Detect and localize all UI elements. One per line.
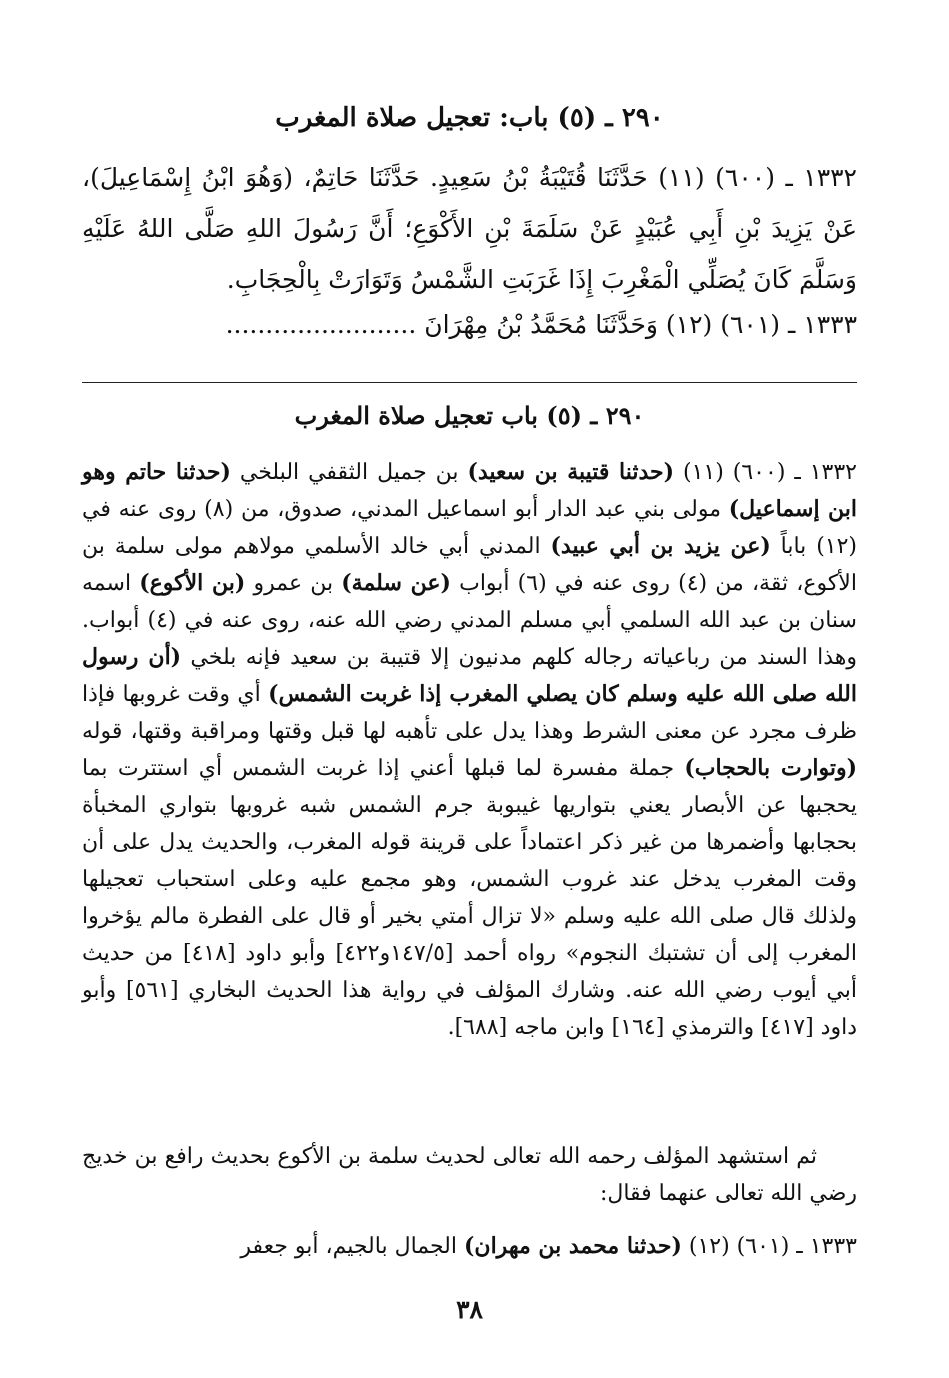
commentary-text: ١٣٣٣ ـ (٦٠١) (١٢) — [681, 1234, 857, 1259]
commentary-text: اسمه سنان بن عبد الله السلمي أبي مسلم المدني رضي الله عنه، روى عنه في (٤) أبواب. وهذا السند من رباعياته رجاله كلهم مدنيون إلا قتيبة بن سعيد فإنه بلخي — [82, 571, 857, 670]
hadith-1333-text — [82, 305, 857, 345]
commentary-quote: (حدثنا حاتم وهو ابن إسماعيل) — [82, 459, 857, 522]
commentary-quote: (وتوارت بالحجاب) — [684, 755, 858, 781]
commentary-text: أي وقت غروبها فإذا ظرف مجرد عن معنى الشرط وهذا يدل على تأهبه لها قبل وقتها ومراقبة وقتها، قوله — [82, 682, 857, 744]
commentary-quote: (عن سلمة) — [341, 570, 451, 596]
hadith-1332-text: ١٣٣٢ ـ (٦٠٠) (١١) حَدَّثَنَا قُتَيْبَةُ بْنُ سَعِيدٍ. حَدَّثَنَا حَاتِمٌ، (وَهُوَ ابْنُ إِسْمَاعِيلَ)، عَنْ يَزِيدَ بْنِ أَبِي عُبَيْدٍ عَنْ سَلَمَةَ بْنِ الأَكْوَعِ؛ أَنَّ رَسُولَ اللهِ صَلَّى اللهُ عَلَيْهِ وَسَلَّمَ كَانَ يُصَلِّي الْمَغْرِبَ إِذَا غَرَبَتِ الشَّمْسُ وَتَوَارَتْ بِالْحِجَابِ. — [82, 163, 857, 294]
commentary-quote: (حدثنا محمد بن مهران) — [464, 1233, 682, 1259]
commentary-text: الجمال بالجيم، أبو جعفر — [240, 1234, 464, 1259]
page-number: ٣٨ — [456, 1295, 483, 1324]
commentary-paragraph-2: ثم استشهد المؤلف رحمه الله تعالى لحديث سلمة بن الأكوع بحديث رافع بن خديج رضي الله تعالى عنهما فقال: — [82, 1144, 857, 1206]
commentary-quote: (حدثنا قتيبة بن سعيد) — [467, 459, 675, 485]
commentary-paragraph-1 — [82, 454, 857, 1046]
hadith-1333-dots: ........................ — [225, 310, 425, 339]
commentary-text: جملة مفسرة لما قبلها أعني إذا غربت الشمس أي استترت بما يحجبها عن الأبصار يعني بتواريها غيبوبة جرم الشمس شبه غروبها بتواري المخبأة بحجابها وأضمرها من غير ذكر اعتماداً على قرينة قوله المغرب، والحديث يدل على أن وقت المغرب يدخل عند غروب الشمس، وهو مجمع عليه وعلى استحباب تعجيلها ولذلك قال صلى الله عليه وسلم «لا تزال أمتي بخير أو قال على الفطرة مالم يؤخروا المغرب إلى أن تشتبك النجوم» رواه أحمد [١٤٧/٥و٤٢٢] وأبو داود [٤١٨] من حديث أبي أيوب رضي الله عنه. وشارك المؤلف في رواية هذا الحديث البخاري [٥٦١] وأبو داود [٤١٧] والترمذي [١٦٤] وابن ماجه [٦٨٨]. — [82, 756, 858, 1040]
commentary-quote: (بن الأكوع) — [139, 570, 246, 596]
commentary-quote: (أن رسول الله صلى الله عليه وسلم كان يصلي المغرب إذا غربت الشمس) — [82, 644, 857, 707]
hadith-1333-chain: ١٣٣٣ ـ (٦٠١) (١٢) وَحَدَّثَنَا مُحَمَّدُ بْنُ مِهْرَانَ — [424, 310, 857, 339]
chapter-title: ٢٩٠ ـ (٥) باب: تعجيل صلاة المغرب — [275, 103, 664, 133]
commentary-text: مولى بني عبد الدار أبو اسماعيل المدني، صدوق، من (٨) روى عنه في (١٢) باباً — [82, 497, 858, 559]
commentary-quote: (عن يزيد بن أبي عبيد) — [550, 533, 771, 559]
section-divider — [82, 382, 857, 383]
commentary-paragraph-3 — [82, 1228, 857, 1265]
commentary-title: ٢٩٠ ـ (٥) باب تعجيل صلاة المغرب — [294, 401, 645, 430]
commentary-text: بن عمرو — [245, 571, 342, 596]
book-page — [82, 0, 857, 1378]
commentary-text: بن جميل الثقفي البلخي — [230, 460, 468, 485]
commentary-text: المدني أبي خالد الأسلمي مولاهم مولى سلمة بن الأكوع، ثقة، من (٤) روى عنه في (٦) أبواب — [82, 534, 857, 596]
commentary-text: ١٣٣٢ ـ (٦٠٠) (١١) — [674, 460, 857, 485]
